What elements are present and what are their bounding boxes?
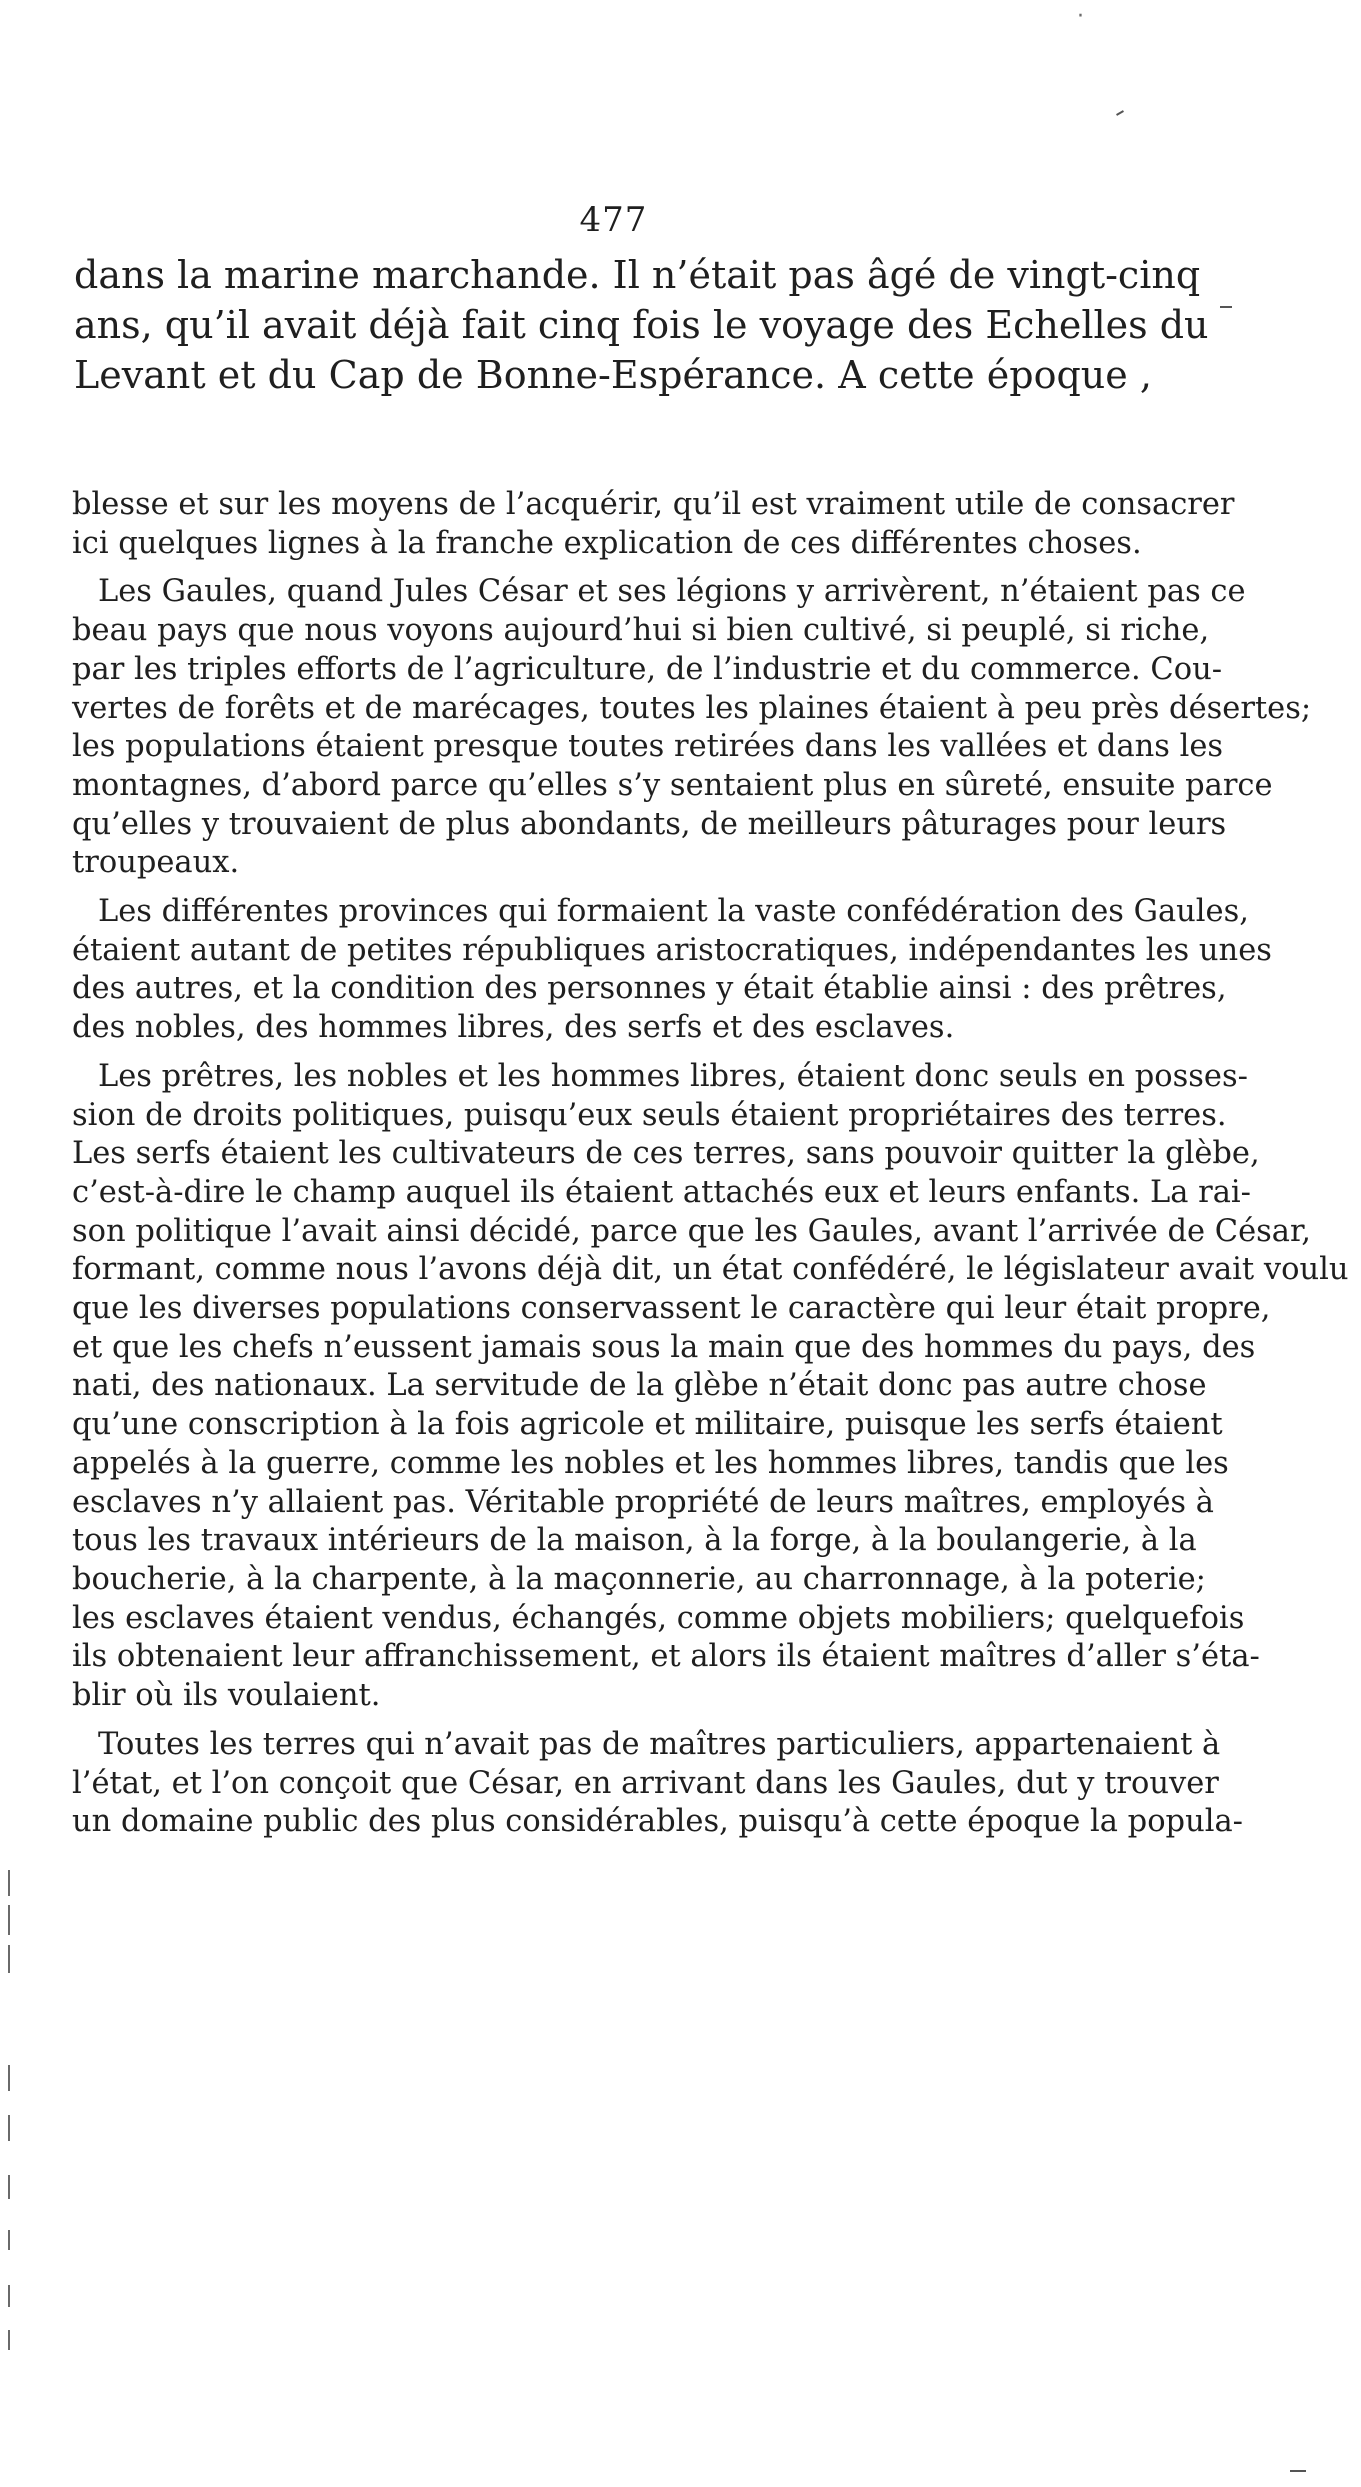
- margin-tick: [8, 2285, 10, 2307]
- margin-dot: ·: [1077, 4, 1084, 29]
- text-line: nati, des nationaux. La servitude de la glèbe n’était donc pas autre chose: [72, 1368, 1207, 1404]
- text-line: vertes de forêts et de marécages, toutes les plaines étaient à peu près désertes;: [72, 690, 1312, 726]
- margin-tick: [1116, 110, 1124, 116]
- text-line: qu’elles y trouvaient de plus abondants, de meilleurs pâturages pour leurs: [72, 806, 1227, 842]
- text-line: qu’une conscription à la fois agricole et militaire, puisque les serfs étaient: [72, 1407, 1223, 1443]
- text-line: Les différentes provinces qui formaient la vaste confédération des Gaules,: [98, 894, 1249, 930]
- text-line: ici quelques lignes à la franche explication de ces différentes choses.: [72, 525, 1142, 561]
- text-line: un domaine public des plus considérables, puisqu’à cette époque la popula-: [72, 1804, 1243, 1840]
- body-text-block: [72, 486, 1349, 1852]
- margin-tick: [8, 2330, 10, 2350]
- text-line: et que les chefs n’eussent jamais sous la main que des hommes du pays, des: [72, 1329, 1256, 1365]
- text-line: son politique l’avait ainsi décidé, parce que les Gaules, avant l’arrivée de César,: [72, 1213, 1311, 1249]
- text-line: blesse et sur les moyens de l’acquérir, qu’il est vraiment utile de consacrer: [72, 487, 1235, 522]
- paragraph: [72, 1058, 1349, 1716]
- margin-tick: [8, 1945, 10, 1973]
- margin-tick: [8, 2230, 10, 2250]
- text-line: sion de droits politiques, puisqu’eux seuls étaient propriétaires des terres.: [72, 1097, 1227, 1133]
- paragraph: [72, 1726, 1243, 1842]
- text-line: appelés à la guerre, comme les nobles et les hommes libres, tandis que les: [72, 1445, 1229, 1481]
- text-line: c’est-à-dire le champ auquel ils étaient attachés eux et leurs enfants. La rai-: [72, 1174, 1251, 1210]
- text-line: tous les travaux intérieurs de la maison, à la forge, à la boulangerie, à la: [72, 1523, 1197, 1559]
- text-line: Toutes les terres qui n’avait pas de maîtres particuliers, appartenaient à: [98, 1726, 1221, 1762]
- margin-tick: [8, 2175, 10, 2199]
- text-line: montagnes, d’abord parce qu’elles s’y sentaient plus en sûreté, ensuite parce: [72, 767, 1273, 803]
- text-line: blir où ils voulaient.: [72, 1678, 381, 1714]
- margin-dash: [1290, 2470, 1306, 2472]
- top-text-block: [74, 250, 1209, 400]
- paragraph: [72, 486, 1235, 563]
- text-line: l’état, et l’on conçoit que César, en arrivant dans les Gaules, dut y trouver: [72, 1765, 1219, 1801]
- text-line: esclaves n’y allaient pas. Véritable propriété de leurs maîtres, employés à: [72, 1484, 1214, 1520]
- margin-tick: [8, 2115, 10, 2141]
- page-number: 477: [579, 200, 648, 240]
- text-line: étaient autant de petites républiques aristocratiques, indépendantes les unes: [72, 932, 1272, 968]
- text-line: que les diverses populations conservassent le caractère qui leur était propre,: [72, 1291, 1271, 1327]
- text-line: Levant et du Cap de Bonne-Espérance. A cette époque ,: [74, 353, 1152, 397]
- text-line: dans la marine marchande. Il n’était pas âgé de vingt-cinq: [74, 253, 1201, 297]
- paragraph: [72, 893, 1272, 1048]
- margin-tick: [8, 2065, 10, 2091]
- text-line: formant, comme nous l’avons déjà dit, un état confédéré, le législateur avait voulu: [72, 1252, 1349, 1288]
- margin-dash: [1220, 306, 1232, 308]
- text-line: Les prêtres, les nobles et les hommes libres, étaient donc seuls en posses-: [98, 1058, 1248, 1094]
- text-line: des autres, et la condition des personnes y était établie ainsi : des prêtres,: [72, 971, 1227, 1007]
- text-line: par les triples efforts de l’agriculture, de l’industrie et du commerce. Cou-: [72, 651, 1223, 687]
- margin-tick: [8, 1870, 10, 1896]
- text-line: troupeaux.: [72, 845, 240, 881]
- margin-tick: [8, 1905, 10, 1935]
- text-line: beau pays que nous voyons aujourd’hui si bien cultivé, si peuplé, si riche,: [72, 613, 1210, 649]
- text-line: les populations étaient presque toutes retirées dans les vallées et dans les: [72, 729, 1224, 765]
- text-line: des nobles, des hommes libres, des serfs et des esclaves.: [72, 1010, 955, 1046]
- text-line: les esclaves étaient vendus, échangés, comme objets mobiliers; quelquefois: [72, 1600, 1245, 1636]
- text-line: ans, qu’il avait déjà fait cinq fois le voyage des Echelles du: [74, 303, 1209, 347]
- text-line: boucherie, à la charpente, à la maçonnerie, au charronnage, à la poterie;: [72, 1561, 1206, 1597]
- paragraph: [72, 573, 1312, 883]
- text-line: ils obtenaient leur affranchissement, et alors ils étaient maîtres d’aller s’éta-: [72, 1639, 1260, 1675]
- text-line: Les Gaules, quand Jules César et ses légions y arrivèrent, n’étaient pas ce: [98, 574, 1246, 610]
- text-line: Les serfs étaient les cultivateurs de ces terres, sans pouvoir quitter la glèbe,: [72, 1136, 1260, 1172]
